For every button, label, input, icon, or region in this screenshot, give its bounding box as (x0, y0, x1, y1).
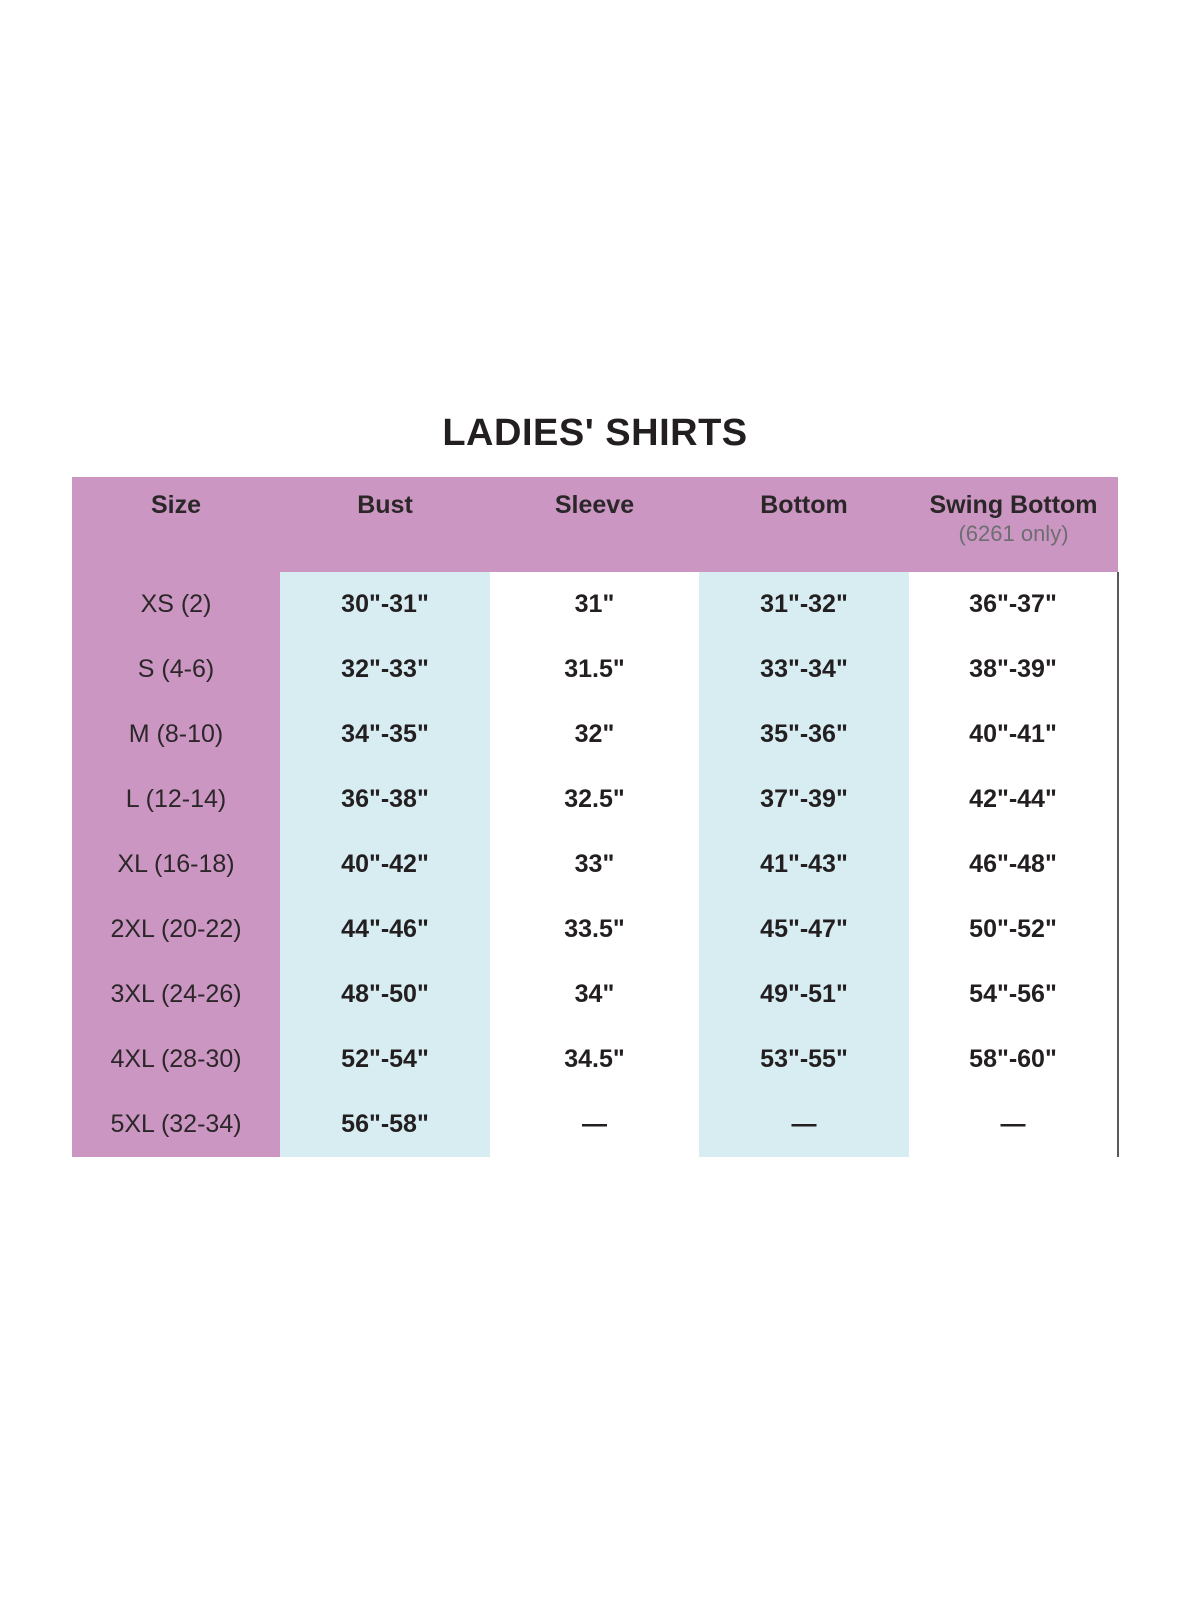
bottom-cell: 53"-55" (699, 1027, 909, 1092)
sleeve-cell: 31" (490, 572, 699, 637)
header-row (72, 477, 1118, 572)
table-row (72, 962, 1118, 1027)
swing-bottom-cell: 38"-39" (909, 637, 1118, 702)
swing-bottom-cell: — (909, 1092, 1118, 1157)
bottom-cell: 37"-39" (699, 767, 909, 832)
size-table-header (72, 477, 1118, 572)
size-cell: 3XL (24-26) (72, 962, 280, 1027)
bust-cell: 40"-42" (280, 832, 490, 897)
swing-bottom-cell: 50"-52" (909, 897, 1118, 962)
sleeve-cell: 32" (490, 702, 699, 767)
sleeve-cell: — (490, 1092, 699, 1157)
table-row (72, 702, 1118, 767)
size-cell: XS (2) (72, 572, 280, 637)
col-header-sleeve-label: Sleeve (554, 491, 635, 519)
table-row (72, 1092, 1118, 1157)
bust-cell: 48"-50" (280, 962, 490, 1027)
bust-cell: 36"-38" (280, 767, 490, 832)
sleeve-cell: 34" (490, 962, 699, 1027)
bottom-cell: — (699, 1092, 909, 1157)
col-header-swing-bottom-label: Swing Bottom (929, 491, 1098, 519)
col-header-bottom-label: Bottom (760, 491, 848, 519)
col-header-bottom (699, 477, 909, 572)
swing-bottom-cell: 54"-56" (909, 962, 1118, 1027)
col-header-swing-bottom (909, 477, 1118, 572)
swing-bottom-cell: 46"-48" (909, 832, 1118, 897)
col-header-sleeve (490, 477, 699, 572)
size-cell: XL (16-18) (72, 832, 280, 897)
bottom-cell: 45"-47" (699, 897, 909, 962)
table-row (72, 572, 1118, 637)
col-header-swing-bottom-sublabel: (6261 only) (958, 521, 1069, 546)
swing-bottom-cell: 40"-41" (909, 702, 1118, 767)
size-cell: 2XL (20-22) (72, 897, 280, 962)
bottom-cell: 49"-51" (699, 962, 909, 1027)
bust-cell: 52"-54" (280, 1027, 490, 1092)
bust-cell: 56"-58" (280, 1092, 490, 1157)
table-row (72, 767, 1118, 832)
sleeve-cell: 31.5" (490, 637, 699, 702)
swing-bottom-cell: 58"-60" (909, 1027, 1118, 1092)
col-header-size-label: Size (150, 491, 202, 519)
size-table-body (72, 572, 1118, 1157)
size-chart (72, 477, 1119, 1157)
table-row (72, 637, 1118, 702)
sleeve-cell: 34.5" (490, 1027, 699, 1092)
size-table (72, 477, 1119, 1157)
col-header-size (72, 477, 280, 572)
bottom-cell: 31"-32" (699, 572, 909, 637)
sleeve-cell: 32.5" (490, 767, 699, 832)
col-header-bust (280, 477, 490, 572)
table-row (72, 897, 1118, 962)
swing-bottom-cell: 42"-44" (909, 767, 1118, 832)
bust-cell: 44"-46" (280, 897, 490, 962)
table-row (72, 832, 1118, 897)
bottom-cell: 33"-34" (699, 637, 909, 702)
col-header-bust-label: Bust (357, 491, 413, 519)
bust-cell: 34"-35" (280, 702, 490, 767)
bust-cell: 30"-31" (280, 572, 490, 637)
page-title: LADIES' SHIRTS (442, 412, 748, 454)
size-cell: 5XL (32-34) (72, 1092, 280, 1157)
swing-bottom-cell: 36"-37" (909, 572, 1118, 637)
bottom-cell: 41"-43" (699, 832, 909, 897)
table-row (72, 1027, 1118, 1092)
bottom-cell: 35"-36" (699, 702, 909, 767)
bust-cell: 32"-33" (280, 637, 490, 702)
size-cell: L (12-14) (72, 767, 280, 832)
size-cell: M (8-10) (72, 702, 280, 767)
size-cell: S (4-6) (72, 637, 280, 702)
sleeve-cell: 33" (490, 832, 699, 897)
size-cell: 4XL (28-30) (72, 1027, 280, 1092)
sleeve-cell: 33.5" (490, 897, 699, 962)
